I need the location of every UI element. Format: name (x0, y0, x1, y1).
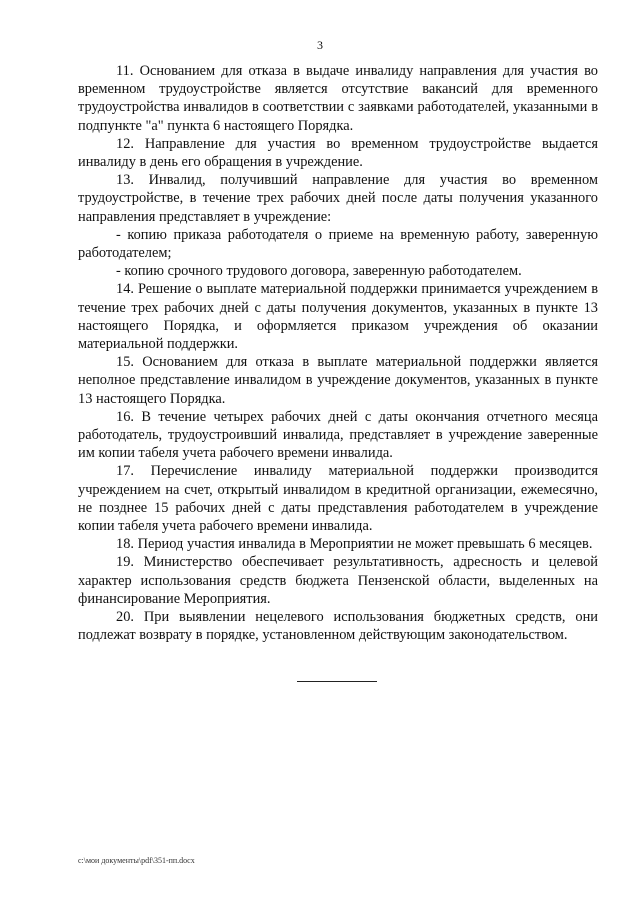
paragraph-11: 11. Основанием для отказа в выдаче инвалиду направления для участия во временном трудоустройстве является отсутствие вакансий для временного трудоустройства инвалидов в соответствии с заявками работодателей, указанными в подпункте "а" пункта 6 настоящего Порядка. (78, 63, 598, 134)
paragraph-19: 19. Министерство обеспечивает результативность, адресность и целевой характер использования средств бюджета Пензенской области, выделенных на финансирование Мероприятия. (78, 554, 598, 607)
paragraph-18: 18. Период участия инвалида в Мероприятии не может превышать 6 месяцев. (116, 536, 593, 553)
list-item-order-copy: - копию приказа работодателя о приеме на временную работу, заверенную работодателем; (78, 226, 598, 262)
paragraph-15: 15. Основанием для отказа в выплате материальной поддержки является неполное представление инвалидом в учреждение документов, указанных в пункте 13 настоящего Порядка. (78, 354, 598, 407)
paragraph-20: 20. При выявлении нецелевого использования бюджетных средств, они подлежат возврату в порядке, установленном действующим законодательством. (78, 609, 598, 644)
footer-file-path: c:\мои документы\pdf\351-пп.docx (78, 856, 195, 865)
paragraph-13: 13. Инвалид, получивший направление для участия во временном трудоустройстве, в течение трех рабочих дней после даты получения указанного направления представляет в учреждение: (78, 172, 598, 225)
document-body (78, 62, 598, 645)
list-item-contract-copy: - копию срочного трудового договора, заверенную работодателем. (116, 263, 522, 280)
end-divider (297, 681, 377, 682)
paragraph-12: 12. Направление для участия во временном трудоустройстве выдается инвалиду в день его обращения в учреждение. (78, 135, 598, 171)
paragraph-16: 16. В течение четырех рабочих дней с даты окончания отчетного месяца работодатель, трудоустроивший инвалида, представляет в учреждение заверенные им копии табеля учета рабочего времени инвалида. (78, 408, 598, 462)
paragraph-17: 17. Перечисление инвалиду материальной поддержки производится учреждением на счет, открытый инвалидом в кредитной организации, ежемесячно, не позднее 15 рабочих дней с даты представления работодателем в учреждение копии табеля учета рабочего времени инвалида. (78, 463, 598, 535)
paragraph-14: 14. Решение о выплате материальной поддержки принимается учреждением в течение трех рабочих дней с даты получения документов, указанных в пункте 13 настоящего Порядка, и оформляется приказом учреждения об оказании материальной поддержки. (78, 281, 598, 353)
page-number: 3 (317, 38, 323, 52)
